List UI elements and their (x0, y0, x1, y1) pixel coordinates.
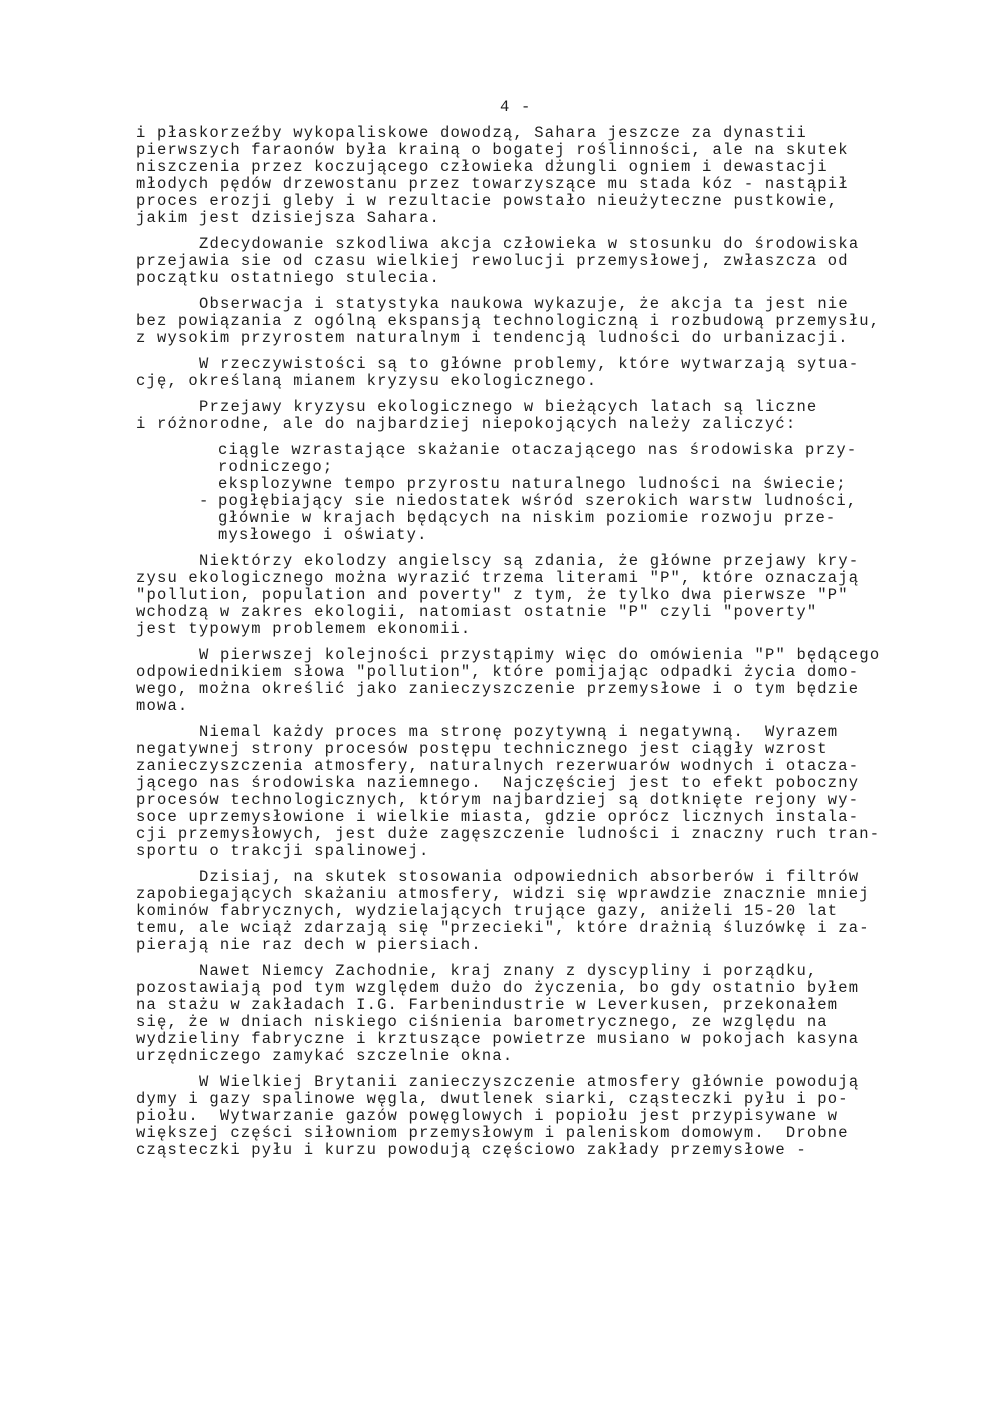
list-item (218, 476, 916, 493)
text-line: z wysokim przyrostem naturalnym i tendencją ludności do urbanizacji. (136, 329, 849, 347)
crisis-list (199, 441, 916, 544)
text-line: zysu ekologicznego można wyrazić trzema literami "P", które oznaczają (136, 569, 860, 587)
body-text (136, 125, 916, 1168)
page-number: 4 - (500, 98, 532, 116)
paragraph-sahara (136, 125, 916, 227)
text-line: Nawet Niemcy Zachodnie, kraj znany z dyscypliny i porządku, (199, 962, 818, 980)
paragraph-pollution (136, 647, 916, 715)
text-line: temu, ale wciąż zdarzają się "przecieki", które drażnią śluzówkę i za- (136, 919, 870, 937)
text-line: młodych pędów drzewostanu przez towarzyszące mu stada kóz - nastąpił (136, 175, 849, 193)
text-line: rodniczego; (218, 458, 334, 476)
text-line: zanieczyszczenia atmosfery, naturalnych rezerwuarów wodnych i otacza- (136, 757, 860, 775)
text-line: przejawia sie od czasu wielkiej rewolucji przemysłowej, zwłaszcza od (136, 252, 849, 270)
text-line: cji przemysłowych, jest duże zagęszczenie ludności i znaczny ruch tran- (136, 825, 881, 843)
text-line: wydzieliny fabryczne i krztuszące powietrze musiano w pokojach kasyna (136, 1030, 860, 1048)
text-line: Niektórzy ekolodzy angielscy są zdania, że główne przejawy kry- (199, 552, 860, 570)
text-line: odpowiednikiem słowa "pollution", które pomijając odpadki życia domo- (136, 663, 860, 681)
text-line: proces erozji gleby i w rezultacie powstało nieużyteczne pustkowie, (136, 192, 839, 210)
text-line: na stażu w zakładach I.G. Farbenindustrie w Leverkusen, przekonałem (136, 996, 839, 1014)
text-line: pierają nie raz dech w piersiach. (136, 936, 482, 954)
text-line: bez powiązania z ogólną ekspansją technologiczną i rozbudową przemysłu, (136, 312, 881, 330)
paragraph-industrial-revolution (136, 236, 916, 287)
text-line: jest typowym problemem ekonomii. (136, 620, 472, 638)
text-line: głównie w krajach będących na niskim poziomie rozwoju prze- (218, 509, 837, 527)
text-line: pogłębiający sie niedostatek wśród szerokich warstw ludności, (218, 492, 858, 510)
text-line: W pierwszej kolejności przystąpimy więc do omówienia "P" będącego (199, 646, 881, 664)
text-line: cząsteczki pyłu i kurzu powodują częściowo zakłady przemysłowe - (136, 1141, 807, 1159)
text-line: mysłowego i oświaty. (218, 526, 428, 544)
text-line: dymy i gazy spalinowe węgla, dwutlenek siarki, cząsteczki pyłu i po- (136, 1090, 849, 1108)
text-line: "pollution, population and poverty" z tym, że tylko dwa pierwsze "P" (136, 586, 849, 604)
list-item (218, 442, 916, 476)
text-line: procesów technologicznych, którym najbardziej są dotknięte rejony wy- (136, 791, 860, 809)
paragraph-three-p (136, 553, 916, 638)
text-line: cję, określaną mianem kryzysu ekologicznego. (136, 372, 598, 390)
paragraph-filters (136, 869, 916, 954)
paragraph-west-germany (136, 963, 916, 1065)
text-line: mowa. (136, 697, 189, 715)
text-line: Obserwacja i statystyka naukowa wykazuje, że akcja ta jest nie (199, 295, 849, 313)
text-line: urzędniczego zamykać szczelnie okna. (136, 1047, 514, 1065)
text-line: się, że w dniach niskiego ciśnienia barometrycznego, ze względu na (136, 1013, 828, 1031)
text-line: pozostawiają pod tym względem dużo do życzenia, bo gdy ostatnio byłem (136, 979, 860, 997)
text-line: i różnorodne, ale do najbardziej niepokojących należy zaliczyć: (136, 415, 797, 433)
text-line: początku ostatniego stulecia. (136, 269, 440, 287)
text-line: kominów fabrycznych, wydzielających trujące gazy, aniżeli 15-20 lat (136, 902, 839, 920)
paragraph-crisis-symptoms (136, 399, 916, 433)
paragraph-great-britain (136, 1074, 916, 1159)
text-line: eksplozywne tempo przyrostu naturalnego ludności na świecie; (218, 475, 847, 493)
text-line: wego, można określić jako zanieczyszczenie przemysłowe i o tym będzie (136, 680, 860, 698)
text-line: negatywnej strony procesów postępu technicznego jest ciągły wzrost (136, 740, 828, 758)
text-line: Niemal każdy proces ma stronę pozytywną i negatywną. Wyrazem (199, 723, 839, 741)
paragraph-positive-negative (136, 724, 916, 860)
text-line: ciągle wzrastające skażanie otaczającego nas środowiska przy- (218, 441, 858, 459)
text-line: piołu. Wytwarzanie gazów powęglowych i popiołu jest przypisywane w (136, 1107, 839, 1125)
text-line: Zdecydowanie szkodliwa akcja człowieka w stosunku do środowiska (199, 235, 860, 253)
list-dash-marker: - (199, 492, 210, 510)
paragraph-main-problems (136, 356, 916, 390)
text-line: niszczenia przez koczującego człowieka dżungli ogniem i dewastacji (136, 158, 828, 176)
text-line: i płaskorzeźby wykopaliskowe dowodzą, Sahara jeszcze za dynastii (136, 124, 807, 142)
text-line: Przejawy kryzysu ekologicznego w bieżących latach są liczne (199, 398, 818, 416)
text-line: pierwszych faraonów była krainą o bogatej roślinności, ale na skutek (136, 141, 849, 159)
text-line: W Wielkiej Brytanii zanieczyszczenie atmosfery głównie powodują (199, 1073, 860, 1091)
text-line: zapobiegających skażaniu atmosfery, widzi się wprawdzie znacznie mniej (136, 885, 870, 903)
text-line: jakim jest dzisiejsza Sahara. (136, 209, 440, 227)
text-line: Dzisiaj, na skutek stosowania odpowiednich absorberów i filtrów (199, 868, 860, 886)
text-line: W rzeczywistości są to główne problemy, które wytwarzają sytua- (199, 355, 860, 373)
list-item (199, 492, 916, 544)
text-line: większej części siłowniom przemysłowym i paleniskom domowym. Drobne (136, 1124, 849, 1142)
paragraph-observation (136, 296, 916, 347)
text-line: soce uprzemysłowione i wielkie miasta, gdzie oprócz licznych instala- (136, 808, 860, 826)
text-line: sportu o trakcji spalinowej. (136, 842, 430, 860)
text-line: wchodzą w zakres ekologii, natomiast ostatnie "P" czyli "poverty" (136, 603, 818, 621)
text-line: jącego nas środowiska naziemnego. Najczęściej jest to efekt poboczny (136, 774, 860, 792)
